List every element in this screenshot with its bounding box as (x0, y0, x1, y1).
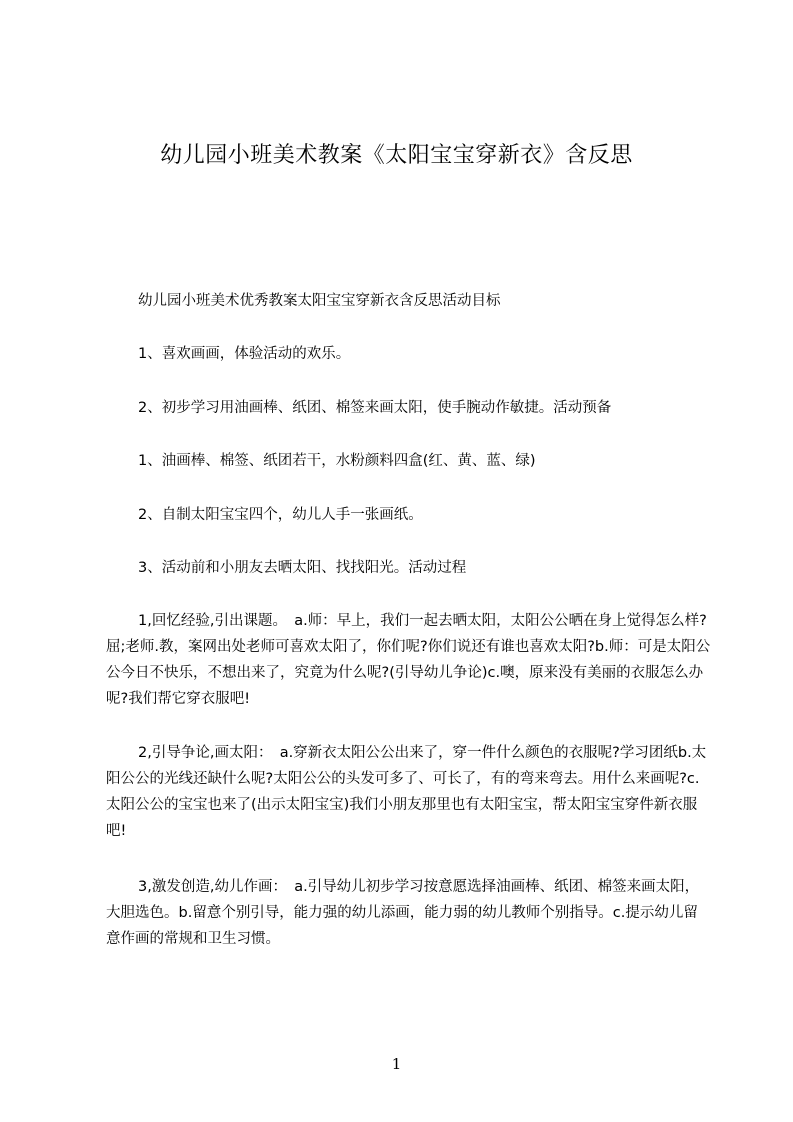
paragraph-preparation-1: 1、油画棒、棉签、纸团若干，水粉颜料四盒(红、黄、蓝、绿) (138, 453, 536, 469)
paragraph-process-3: 3,激发创造,幼儿作画： a.引导幼儿初步学习按意愿选择油画棒、纸团、棉签来画太阳，大胆选色。b.留意个别引导，能力强的幼儿添画，能力弱的幼儿教师个别指导。c.提示幼儿留意作画的常规和卫生习惯。 (106, 879, 700, 947)
paragraph-objective-2: 2、初步学习用油画棒、纸团、棉签来画太阳，使手腕动作敏捷。活动预备 (138, 400, 612, 416)
document-title: 幼儿园小班美术教案《太阳宝宝穿新衣》含反思 (160, 143, 633, 168)
paragraph-objectives-heading: 幼儿园小班美术优秀教案太阳宝宝穿新衣含反思活动目标 (138, 293, 501, 309)
paragraph-preparation-3: 3、活动前和小朋友去晒太阳、找找阳光。活动过程 (138, 560, 467, 576)
paragraph-process-1: 1,回忆经验,引出课题。 a.师：早上，我们一起去晒太阳，太阳公公晒在身上觉得怎么样?屈;老师.教，案网出处老师可喜欢太阳了，你们呢?你们说还有谁也喜欢太阳?b.师：可是太阳公公今日不快乐，不想出来了，究竟为什么呢?(引导幼儿争论)c.噢，原来没有美丽的衣服怎么办呢?我们帮它穿衣服吧! (106, 613, 711, 707)
page-number: 1 (391, 1055, 402, 1073)
paragraph-preparation-2: 2、自制太阳宝宝四个，幼儿人手一张画纸。 (138, 507, 423, 523)
paragraph-objective-1: 1、喜欢画画，体验活动的欢乐。 (138, 346, 351, 362)
paragraph-process-2: 2,引导争论,画太阳： a.穿新衣太阳公公出来了，穿一件什么颜色的衣服呢?学习团纸b.太阳公公的光线还缺什么呢?太阳公公的头发可多了、可长了，有的弯来弯去。用什么来画呢?c.太阳公公的宝宝也来了(出示太阳宝宝)我们小朋友那里也有太阳宝宝，帮太阳宝宝穿件新衣服吧! (106, 745, 707, 839)
